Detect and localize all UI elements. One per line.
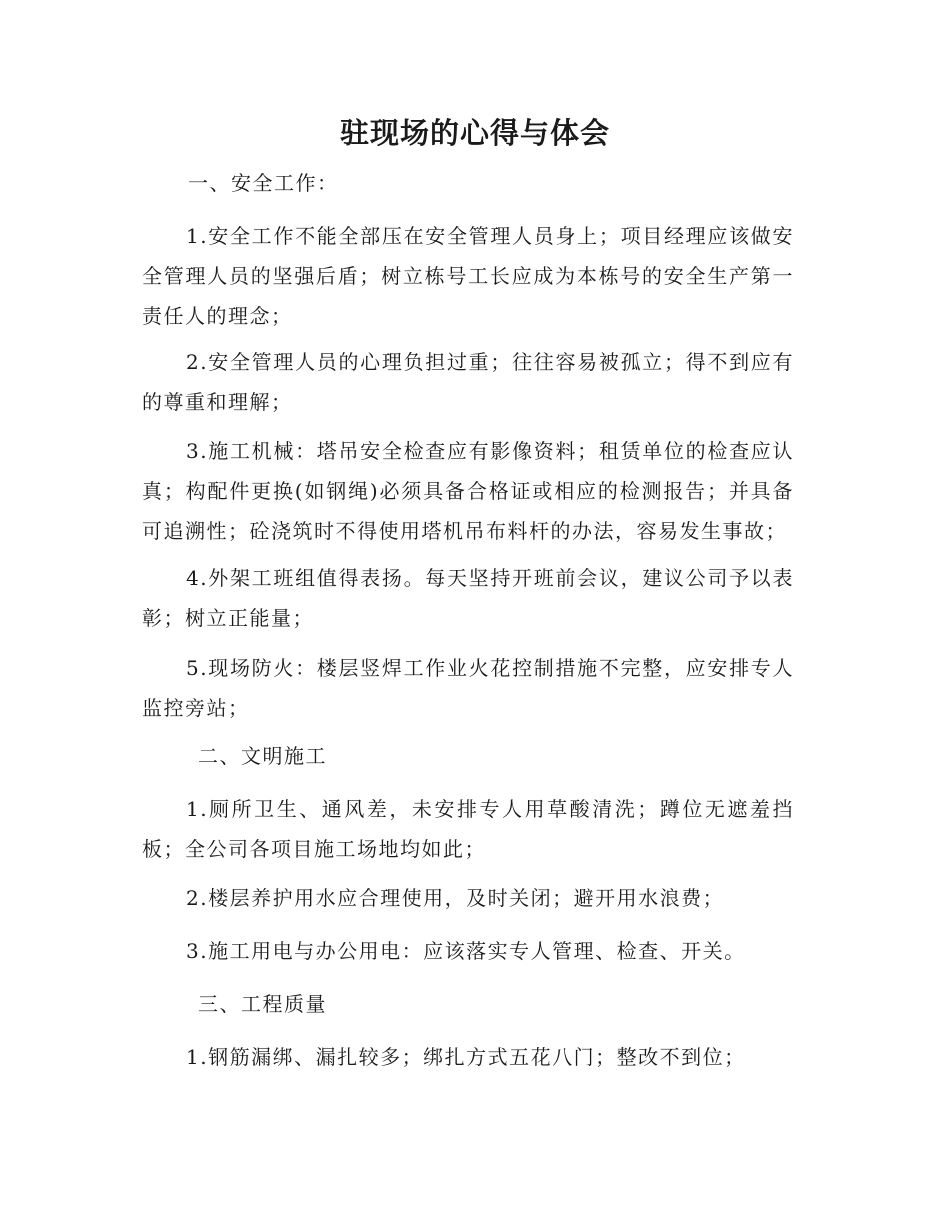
civilized-item-3: 3.施工用电与办公用电：应该落实专人管理、检查、开关。 xyxy=(186,939,746,963)
civilized-item-1: 1.厕所卫生、通风差，未安排专人用草酸清洗；蹲位无遮羞挡板；全公司各项目施工场地均如此； xyxy=(142,797,794,861)
section-heading-engineering-quality: 三、工程质量 xyxy=(198,992,327,1016)
safety-item-5: 5.现场防火：楼层竖焊工作业火花控制措施不完整，应安排专人监控旁站； xyxy=(142,656,794,720)
civilized-item-2: 2.楼层养护用水应合理使用，及时关闭；避开用水浪费； xyxy=(186,886,725,910)
document-title: 驻现场的心得与体会 xyxy=(339,116,610,150)
safety-item-2: 2.安全管理人员的心理负担过重；往往容易被孤立；得不到应有的尊重和理解； xyxy=(142,350,794,414)
quality-item-1: 1.钢筋漏绑、漏扎较多；绑扎方式五花八门；整改不到位； xyxy=(186,1045,746,1069)
safety-item-1: 1.安全工作不能全部压在安全管理人员身上；项目经理应该做安全管理人员的坚强后盾；树立栋号工长应成为本栋号的安全生产第一责任人的理念； xyxy=(142,224,794,328)
safety-item-3: 3.施工机械：塔吊安全检查应有影像资料；租赁单位的检查应认真；构配件更换(如钢绳)必须具备合格证或相应的检测报告；并具备可追溯性；砼浇筑时不得使用塔机吊布料杆的办法，容易发生事故； xyxy=(142,439,794,543)
safety-item-4: 4.外架工班组值得表扬。每天坚持开班前会议，建议公司予以表彰；树立正能量； xyxy=(142,566,794,630)
section-heading-safety: 一、安全工作： xyxy=(188,171,339,195)
section-heading-civilized-construction: 二、文明施工 xyxy=(198,744,327,768)
